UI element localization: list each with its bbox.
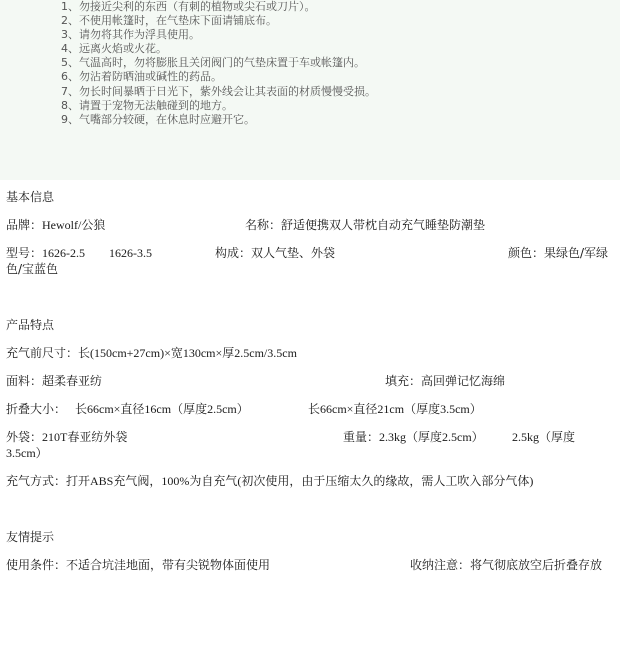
care-notice-item: 5、气温高时，勿将膨胀且关闭阀门的气垫床置于车或帐篷内。 — [61, 56, 365, 70]
basic-info-heading: 基本信息 — [6, 190, 55, 204]
color-field-continued: 色/宝蓝色 — [6, 262, 59, 276]
product-name-field: 名称：舒适便携双人带枕自动充气睡垫防潮垫 — [245, 218, 486, 232]
care-notice-item: 6、勿沾着防晒油或碱性的药品。 — [61, 70, 222, 84]
filling-field: 填充：高回弹记忆海绵 — [385, 374, 506, 388]
bag-field: 外袋：210T春亚纺外袋 — [6, 430, 128, 444]
care-notice-item: 7、勿长时间暴晒于日光下，紫外线会让其表面的材质慢慢受损。 — [61, 84, 376, 98]
tips-heading: 友情提示 — [6, 530, 55, 544]
weight-a: 重量：2.3kg（厚度2.5cm） — [343, 430, 484, 444]
storage-note: 收纳注意：将气彻底放空后折叠存放 — [410, 558, 603, 572]
care-notice-item: 3、请勿将其作为浮具使用。 — [61, 28, 200, 42]
care-notice-item: 2、不使用帐篷时，在气垫床下面请铺底布。 — [61, 14, 277, 28]
size-field: 充气前尺寸：长(150cm+27cm)×宽130cm×厚2.5cm/3.5cm — [6, 346, 297, 360]
brand-field: 品牌：Hewolf/公狼 — [6, 218, 106, 232]
folded-size-b: 长66cm×直径21cm（厚度3.5cm） — [308, 402, 482, 416]
care-notice-item: 1、勿接近尖利的东西（有刺的植物或尖石或刀片）。 — [61, 0, 316, 13]
folded-size-label: 折叠大小： — [6, 402, 67, 416]
weight-b: 2.5kg（厚度 — [512, 430, 576, 444]
inflation-field: 充气方式：打开ABS充气阀，100%为自充气(初次使用，由于压缩太久的缘故，需人工吹入部分气体) — [6, 474, 534, 488]
features-heading: 产品特点 — [6, 318, 55, 332]
care-notice-list — [61, 0, 376, 127]
care-notice-panel — [0, 0, 620, 180]
usage-condition: 使用条件：不适合坑洼地面，带有尖锐物体面使用 — [6, 558, 271, 572]
fabric-field: 面料：超柔春亚纺 — [6, 374, 103, 388]
care-notice-item: 9、气嘴部分较硬，在休息时应避开它。 — [61, 112, 255, 126]
care-notice-item: 8、请置于宠物无法触碰到的地方。 — [61, 98, 233, 112]
folded-size-a: 长66cm×直径16cm（厚度2.5cm） — [75, 402, 249, 416]
model-field: 型号：1626-2.5 1626-3.5 — [6, 246, 152, 260]
color-field: 颜色：果绿色/军绿 — [508, 246, 609, 260]
weight-b-continued: 3.5cm） — [6, 446, 48, 460]
composition-field: 构成：双人气垫、外袋 — [215, 246, 336, 260]
care-notice-item: 4、远离火焰或火花。 — [61, 42, 167, 56]
